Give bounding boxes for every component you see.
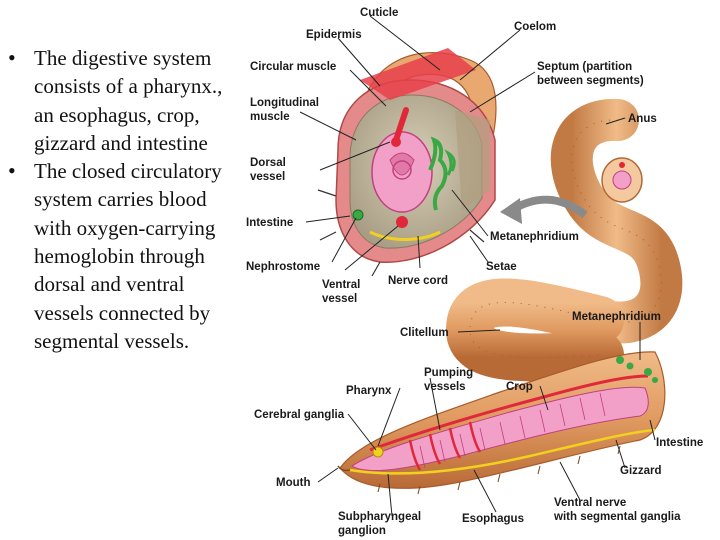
cross-section-cutaway xyxy=(318,48,496,276)
label-epidermis: Epidermis xyxy=(306,29,362,41)
label-crop: Crop xyxy=(506,381,533,393)
label-cuticle: Cuticle xyxy=(360,7,399,19)
label-circular-muscle: Circular muscle xyxy=(250,61,337,73)
bullet-item xyxy=(8,44,233,157)
label-metanephridium-section: Metanephridium xyxy=(490,231,579,243)
label-cerebral-ganglia: Cerebral ganglia xyxy=(254,409,345,421)
label-septum-line1: Septum (partition xyxy=(537,61,633,73)
label-nephrostome: Nephrostome xyxy=(246,261,321,273)
label-subpharyngeal-line2: ganglion xyxy=(338,525,386,537)
label-esophagus: Esophagus xyxy=(462,513,524,525)
label-clitellum: Clitellum xyxy=(400,327,449,339)
bullet-text-circulatory: The closed circulatory system carries blood with oxygen-carrying hemoglobin through dorsal and ventral vessels connected by segmental vessels. xyxy=(34,159,222,353)
label-nerve-cord: Nerve cord xyxy=(388,275,449,287)
label-septum-line2: between segments) xyxy=(537,75,644,87)
label-dorsal-line1: Dorsal xyxy=(250,157,286,169)
label-gizzard: Gizzard xyxy=(620,465,662,477)
label-metanephridium-worm: Metanephridium xyxy=(572,311,661,323)
label-ventral-vessel-line1: Ventral xyxy=(322,279,361,291)
label-pumping-line1: Pumping xyxy=(424,367,474,379)
label-ventral-nerve-line1: Ventral nerve xyxy=(554,497,627,509)
label-anus: Anus xyxy=(628,113,657,125)
label-longitudinal-line1: Longitudinal xyxy=(250,97,319,109)
label-longitudinal-line2: muscle xyxy=(250,111,290,123)
bullet-marker: • xyxy=(8,45,16,70)
bullet-text-digestive: The digestive system consists of a pharynx., an esophagus, crop, gizzard and intestine xyxy=(34,46,223,155)
label-setae: Setae xyxy=(486,261,517,273)
label-intestine-worm: Intestine xyxy=(656,437,704,449)
label-subpharyngeal-line1: Subpharyngeal xyxy=(338,511,422,523)
label-pharynx: Pharynx xyxy=(346,385,392,397)
label-mouth: Mouth xyxy=(276,477,311,489)
earthworm-anatomy-diagram xyxy=(236,0,720,540)
bullet-marker: • xyxy=(8,158,16,184)
bullet-item xyxy=(8,157,233,355)
label-coelom: Coelom xyxy=(514,21,557,33)
label-pumping-line2: vessels xyxy=(424,381,466,393)
label-ventral-nerve-line2: with segmental ganglia xyxy=(554,511,681,523)
label-dorsal-line2: vessel xyxy=(250,171,286,183)
view-arrow-head xyxy=(500,198,522,224)
bullet-list xyxy=(8,44,233,355)
label-intestine-section: Intestine xyxy=(246,217,294,229)
label-ventral-vessel-line2: vessel xyxy=(322,293,358,305)
